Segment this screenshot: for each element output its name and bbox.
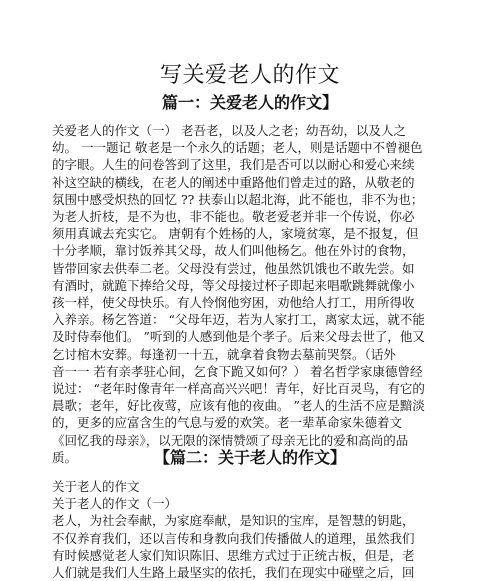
paragraph-line: 有酒时，就跪下捧给父母，等父母接过杯子即起来唱歌跳舞就像小 [52,277,415,293]
paragraph-line: 《回忆我的母亲》，以无限的深情赞颂了母亲无比的爱和高尚的品 [52,432,409,448]
paragraph-line: 说过： “老年时像青年一样高高兴兴吧！青年，好比百灵鸟，有它的 [52,381,425,397]
paragraph-line: 十分孝顺，靠讨饭养其父母，故人们叫他杨乞。他在外讨的食物， [52,243,415,259]
paragraph-line: 晨歌；老年，好比夜莺，应该有他的夜曲。 ”老人的生活不应是黯淡 [52,398,425,414]
paragraph-line: 入养亲。杨乞答道： “父母年迈，若为人家打工，离家太远，就不能 [52,312,425,328]
paragraph-line: 人们就是我们人生路上最坚实的依托，我们在现实中碰壁之后，回 [52,565,415,581]
paragraph-line: 为老人折枝，是不为也，非不能也。敬老爱老并非一个传说，你必 [52,209,415,225]
paragraph-line: 关于老人的作文 [52,479,140,494]
paragraph-line: 不仅养育我们，还以言传和身教向我们传播做人的道理，虽然我们 [52,530,415,546]
paragraph-line: 的字眼。人生的问卷答到了这里，我们是否可以以耐心和爱心来续 [52,157,415,173]
section-heading-1: 篇一：关爱老人的作文】 [161,93,338,112]
paragraph-line: 幼。 一一题记 敬老是一个永久的话题；老人，则是话题中不曾褪色 [52,140,423,156]
paragraph-line: 补这空缺的横线，在老人的阐述中重路他们曾走过的路，从敬老的 [52,174,415,190]
paragraph-line: 有时候感觉老人家们知识陈旧、思维方式过于正统古板，但是，老 [52,547,415,563]
paragraph-line: 的，更多的应富含生的气息与爱的欢笑。老一辈革命家朱德着文 [52,415,403,431]
paragraph-line: 孩一样，使父母快乐。有人怜悯他穷困，劝他给人打工，用所得收 [52,295,415,311]
paragraph-line: 音一一 若有亲孝驻心间，乞食下跪又如何？） 着名哲学家康德曾经 [52,363,423,379]
paragraph-line: 关爱老人的作文（一） 老吾老，以及人之老；幼吾幼，以及人之 [52,123,406,138]
paragraph-line: 须用真诚去充实它。 唐朝有个姓杨的人，家境贫寒，是不报复，但 [52,226,419,242]
paragraph-line: 乞讨棺木安葬。每逢初一十五，就拿着食物去墓前哭祭。（话外 [52,346,396,362]
paragraph-line: 皆带回家去供奉二老。父母没有尝过，他虽然饥饿也不敢先尝。如 [52,260,415,276]
document-title: 写关爱老人的作文 [159,63,340,88]
paragraph-line: 质。 [52,449,78,465]
essay-body-2 [52,478,452,581]
paragraph-line: 氛围中感受炽热的回忆 ?? 扶泰山以超北海，此不能也，非不为也； [52,191,424,207]
paragraph-line: 关于老人的作文（一） [52,496,178,512]
paragraph-line: 老人，为社会奉献，为家庭奉献，是知识的宝库，是智慧的钥匙， [52,513,415,529]
paragraph-line: 及时侍奉他们。 ”听到的人感到他是个孝子。后来父母去世了，他又 [52,329,425,345]
essay-body-1 [52,122,452,466]
section-heading-2: 【篇二：关于老人的作文】 [153,448,346,467]
